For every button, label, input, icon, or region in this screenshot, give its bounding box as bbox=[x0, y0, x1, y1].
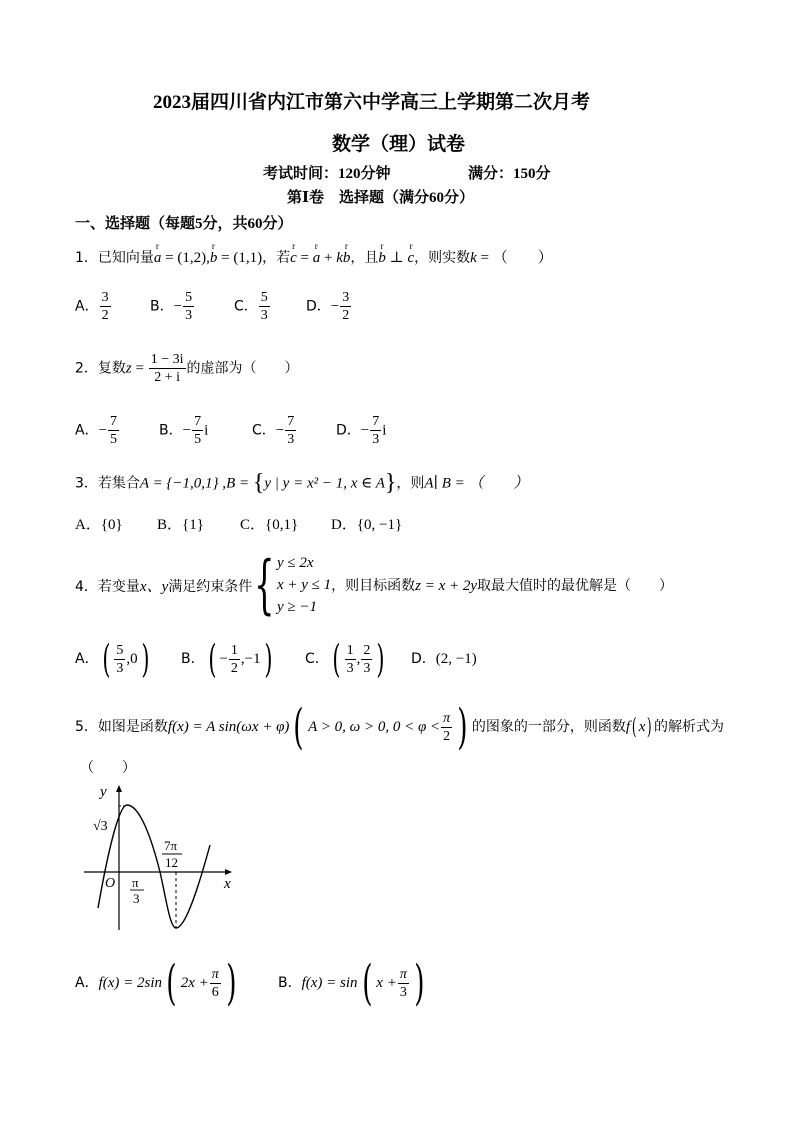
tick-7pi-12-den: 12 bbox=[165, 855, 178, 870]
q3-expr: A∣ B = （ ） bbox=[424, 475, 529, 492]
q4-constraints: y ≤ 2x x + y ≤ 1 y ≥ −1 bbox=[276, 555, 332, 615]
tick-pi-3-den: 3 bbox=[133, 891, 140, 906]
q1-and: ，且 bbox=[350, 250, 379, 266]
q1-lead: 已知向量 bbox=[97, 250, 154, 266]
q1-blank: = （ ） bbox=[476, 250, 553, 266]
x-axis-label: x bbox=[224, 876, 231, 892]
origin-label: O bbox=[105, 876, 116, 891]
vector-a: r a bbox=[154, 250, 162, 267]
exam-subtitle: 数学（理）试卷 bbox=[332, 134, 466, 155]
q1-option-c[interactable]: C． $\frac{5}{3}$ bbox=[234, 290, 268, 323]
q2-option-b[interactable]: B．− $\frac{7}{5}$ i bbox=[159, 414, 209, 447]
question-2 bbox=[75, 351, 299, 386]
q5-tail2: 的解析式为 bbox=[653, 719, 724, 735]
volume-heading: 第Ⅰ卷 选择题（满分60分） bbox=[287, 190, 475, 206]
q4-vars: x、y bbox=[139, 578, 169, 595]
q3-option-d[interactable]: D．{0, −1} bbox=[331, 517, 403, 533]
q3-set-b: B = bbox=[226, 475, 253, 492]
q4-option-a[interactable]: A．( $\frac{5}{3}$ ,0) bbox=[75, 637, 150, 681]
q3-options bbox=[75, 513, 402, 534]
sine-curve bbox=[98, 805, 210, 928]
vector-b-3: r b bbox=[378, 250, 386, 267]
q5-lead: 如图是函数 bbox=[97, 719, 168, 735]
question-5: 5．如图是函数f(x) = A sin(ωx + φ)( A > 0, ω > 0, 0 < φ < $\frac{\pi}{2}$ ) 的图象的一部分，则函数f( x) 的解析式为 bbox=[75, 699, 724, 755]
q4-lead: 若变量 bbox=[97, 578, 140, 595]
q2-z: z bbox=[125, 360, 132, 377]
x-axis-arrow bbox=[225, 869, 232, 875]
q3-tail: ，则 bbox=[396, 475, 425, 492]
q1-a-value: = (1,2), bbox=[161, 250, 210, 266]
q2-option-d[interactable]: D．− $\frac{7}{3}$ i bbox=[336, 414, 387, 447]
q4-number: 4． bbox=[75, 578, 98, 595]
q3-lead: 若集合 bbox=[97, 475, 140, 492]
q4-options bbox=[75, 637, 477, 681]
q5-tail: 的图象的一部分，则函数 bbox=[471, 719, 626, 735]
q1-plus: + bbox=[320, 250, 337, 266]
q5-option-b[interactable]: B．f(x) = sin( x + $\frac{\pi}{3}$ ) bbox=[278, 955, 425, 1011]
q5-options bbox=[75, 955, 429, 1011]
q2-lead: 复数 bbox=[97, 360, 126, 377]
q1-k-2: k bbox=[470, 250, 477, 266]
question-3: 3．若集合A = {−1,0,1} ,B = {y | y = x² − 1, x ∈ A}，则A∣ B = （ ） bbox=[75, 470, 529, 496]
q1-number: 1． bbox=[75, 250, 98, 266]
q5-blank: （ ） bbox=[80, 760, 136, 776]
q2-fraction: $\frac{1 - 3i}{2 + i}$ bbox=[150, 352, 184, 385]
q2-number: 2． bbox=[75, 360, 98, 377]
exam-time: 考试时间：120分钟 bbox=[263, 166, 391, 182]
q5-function: f(x) = A sin(ωx + φ) bbox=[167, 719, 290, 735]
q1-tail: ，则实数 bbox=[414, 250, 471, 266]
q4-option-d[interactable]: D．(2, −1) bbox=[411, 651, 477, 667]
q1-b-value: = (1,1) bbox=[217, 250, 263, 266]
q2-option-a[interactable]: A．− $\frac{7}{5}$ bbox=[75, 414, 118, 447]
q4-tail: 取最大值时的最优解是（ ） bbox=[477, 578, 674, 594]
tick-pi-3-num: π bbox=[132, 875, 139, 890]
y-axis-arrow bbox=[116, 785, 122, 792]
q5-condition: A > 0, ω > 0, 0 < φ < bbox=[308, 719, 441, 735]
vector-b-2: r b bbox=[343, 250, 351, 267]
q4-option-c[interactable]: C．( $\frac{1}{3}$ , $\frac{2}{3}$ ) bbox=[305, 637, 385, 681]
vector-b: r b bbox=[210, 250, 218, 267]
q5-option-a[interactable]: A．f(x) = 2sin( 2x + $\frac{\pi}{6}$ ) bbox=[75, 955, 237, 1011]
q3-set-b-body: y | y = x² − 1, x ∈ A bbox=[264, 475, 385, 492]
q4-lead2: 满足约束条件 bbox=[168, 578, 253, 595]
section-heading: 一、选择题（每题5分，共60分） bbox=[75, 216, 293, 232]
amplitude-label: √3 bbox=[93, 819, 108, 834]
vector-c: r c bbox=[290, 250, 297, 267]
q1-k: k bbox=[336, 250, 343, 266]
vector-a-2: r a bbox=[313, 250, 321, 267]
q1-option-b[interactable]: B．− $\frac{5}{3}$ bbox=[150, 290, 193, 323]
question-1 bbox=[75, 246, 553, 267]
vector-c-2: r c bbox=[407, 250, 414, 267]
q2-eq: = bbox=[131, 360, 148, 377]
q1-option-d[interactable]: D．− $\frac{3}{2}$ bbox=[306, 290, 350, 323]
tick-7pi-12-num: 7π bbox=[164, 838, 178, 853]
q1-options bbox=[75, 289, 352, 324]
q2-options bbox=[75, 413, 386, 448]
q4-option-b[interactable]: B．( − $\frac{1}{2}$ ,−1) bbox=[181, 637, 273, 681]
q4-mid: ，则目标函数 bbox=[331, 578, 416, 594]
q5-sine-graph bbox=[80, 780, 250, 940]
q2-tail: 的虚部为（ ） bbox=[186, 360, 299, 377]
full-score: 满分：150分 bbox=[468, 166, 551, 182]
q4-objective: z = x + 2y bbox=[415, 578, 478, 594]
exam-title: 2023届四川省内江市第六中学高三上学期第二次月考 bbox=[153, 92, 591, 113]
q3-number: 3． bbox=[75, 475, 98, 492]
q3-option-a[interactable]: A．{0} bbox=[75, 517, 123, 533]
q1-perp: ⊥ bbox=[385, 250, 408, 266]
q1-mid: ，若 bbox=[262, 250, 291, 266]
q1-eq: = bbox=[296, 250, 313, 266]
q3-option-b[interactable]: B．{1} bbox=[157, 517, 204, 533]
q3-option-c[interactable]: C．{0,1} bbox=[240, 517, 299, 533]
y-axis-label: y bbox=[100, 784, 107, 800]
q2-option-c[interactable]: C．− $\frac{7}{3}$ bbox=[252, 414, 295, 447]
q1-option-a[interactable]: A． $\frac{3}{2}$ bbox=[75, 290, 109, 323]
q5-number: 5． bbox=[75, 719, 98, 735]
q5-f: f bbox=[625, 719, 631, 735]
question-4: 4．若变量x、y满足约束条件{ y ≤ 2x x + y ≤ 1 y ≥ −1 ，则目标函数z = x + 2y取最大值时的最优解是（ ） bbox=[75, 548, 674, 622]
q3-set-a: A = {−1,0,1} , bbox=[139, 475, 227, 492]
